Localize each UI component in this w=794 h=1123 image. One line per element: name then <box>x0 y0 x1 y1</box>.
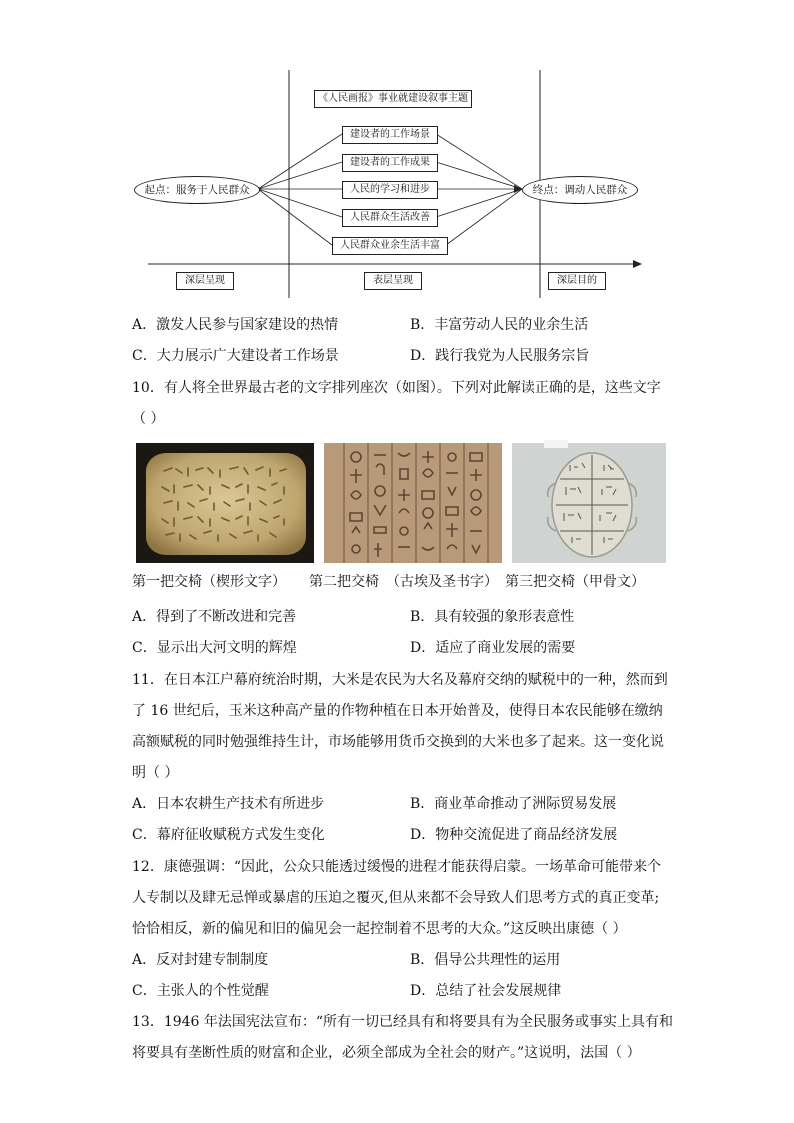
q11-stem-line4: 明（ ） <box>132 765 179 781</box>
q9-option-c: C．大力展示广大建设者工作场景 <box>132 348 339 364</box>
box-work-scene: 建设者的工作场景 <box>342 126 438 144</box>
cuneiform-tablet-graphic <box>136 443 314 563</box>
box-learning-progress: 人民的学习和进步 <box>342 181 438 199</box>
q9-option-a: A．激发人民参与国家建设的热情 <box>132 317 339 333</box>
end-oval: 终点：调动人民群众 <box>522 176 638 204</box>
q12-option-a: A．反对封建专制制度 <box>132 952 269 968</box>
q11-stem-line2: 了 16 世纪后，玉米这种高产量的作物种植在日本开始普及，使得日本农民能够在缴纳 <box>132 703 663 719</box>
q11-option-c: C．幕府征收赋税方式发生变化 <box>132 827 325 843</box>
q12-stem-line3: 恰恰相反，新的偏见和旧的偏见会一起控制着不思考的大众。”这反映出康德（ ） <box>132 921 627 937</box>
label-surface-presentation: 表层呈现 <box>364 272 422 290</box>
q13-stem-line1: 13．1946 年法国宪法宣布：“所有一切已经具有和将要具有为全民服务或事实上具有和 <box>132 1014 674 1030</box>
q11-stem-line1: 11．在日本江户幕府统治时期，大米是农民为大名及幕府交纳的赋税中的一种，然而到 <box>132 672 668 688</box>
box-life-improvement: 人民群众生活改善 <box>342 209 438 227</box>
q11-option-d: D．物种交流促进了商品经济发展 <box>410 827 618 843</box>
caption-oracle-bone: 第三把交椅（甲骨文） <box>505 574 645 590</box>
q11-option-a: A．日本农耕生产技术有所进步 <box>132 796 325 812</box>
q10-option-a: A．得到了不断改进和完善 <box>132 609 297 625</box>
oracle-bone-graphic <box>512 443 666 563</box>
q10-option-d: D．适应了商业发展的需要 <box>410 640 576 656</box>
q12-option-d: D．总结了社会发展规律 <box>410 983 562 999</box>
oracle-bone-photo <box>512 443 666 563</box>
hieroglyph-wall-photo <box>324 443 502 563</box>
box-work-results: 建设者的工作成果 <box>342 154 438 172</box>
label-deep-purpose: 深层目的 <box>548 272 606 290</box>
caption-cuneiform: 第一把交椅（楔形文字） <box>132 574 286 590</box>
caption-hieroglyph: 第二把交椅 （古埃及圣书字） <box>309 574 498 590</box>
q9-option-d: D．践行我党为人民服务宗旨 <box>410 348 590 364</box>
q10-option-b: B．具有较强的象形表意性 <box>410 609 575 625</box>
q10-stem-line1: 10．有人将全世界最古老的文字排列座次（如图）。下列对此解读正确的是，这些文字 <box>132 380 661 396</box>
image-corner-mark <box>544 440 568 448</box>
q11-stem-line3: 高额赋税的同时勉强维持生计，市场能够用货币交换到的大米也多了起来。这一变化说 <box>132 734 664 750</box>
hieroglyph-wall-graphic <box>324 443 502 563</box>
q12-stem-line2: 人专制以及肆无忌惮或暴虐的压迫之覆灭,但从来都不会导致人们思考方式的真正变革; <box>132 890 660 906</box>
start-oval: 起点：服务于人民群众 <box>134 176 260 204</box>
q12-option-c: C．主张人的个性觉醒 <box>132 983 269 999</box>
narrative-diagram <box>130 66 650 304</box>
q13-stem-line2: 将要具有垄断性质的财富和企业，必须全部成为全社会的财产。”这说明，法国（ ） <box>132 1045 641 1061</box>
q12-stem-line1: 12．康德强调：“因此，公众只能透过缓慢的进程才能获得启蒙。一场革命可能带来个 <box>132 859 661 875</box>
box-leisure-life: 人民群众业余生活丰富 <box>332 237 448 255</box>
cuneiform-tablet-photo <box>136 443 314 563</box>
label-deep-presentation: 深层呈现 <box>176 272 234 290</box>
q11-option-b: B．商业革命推动了洲际贸易发展 <box>410 796 617 812</box>
diagram-title: 《人民画报》事业就建设叙事主题 <box>314 90 472 108</box>
q10-option-c: C．显示出大河文明的辉煌 <box>132 640 297 656</box>
q9-option-b: B．丰富劳动人民的业余生活 <box>410 317 589 333</box>
q12-option-b: B．倡导公共理性的运用 <box>410 952 561 968</box>
q10-stem-line2: （ ） <box>132 411 165 427</box>
